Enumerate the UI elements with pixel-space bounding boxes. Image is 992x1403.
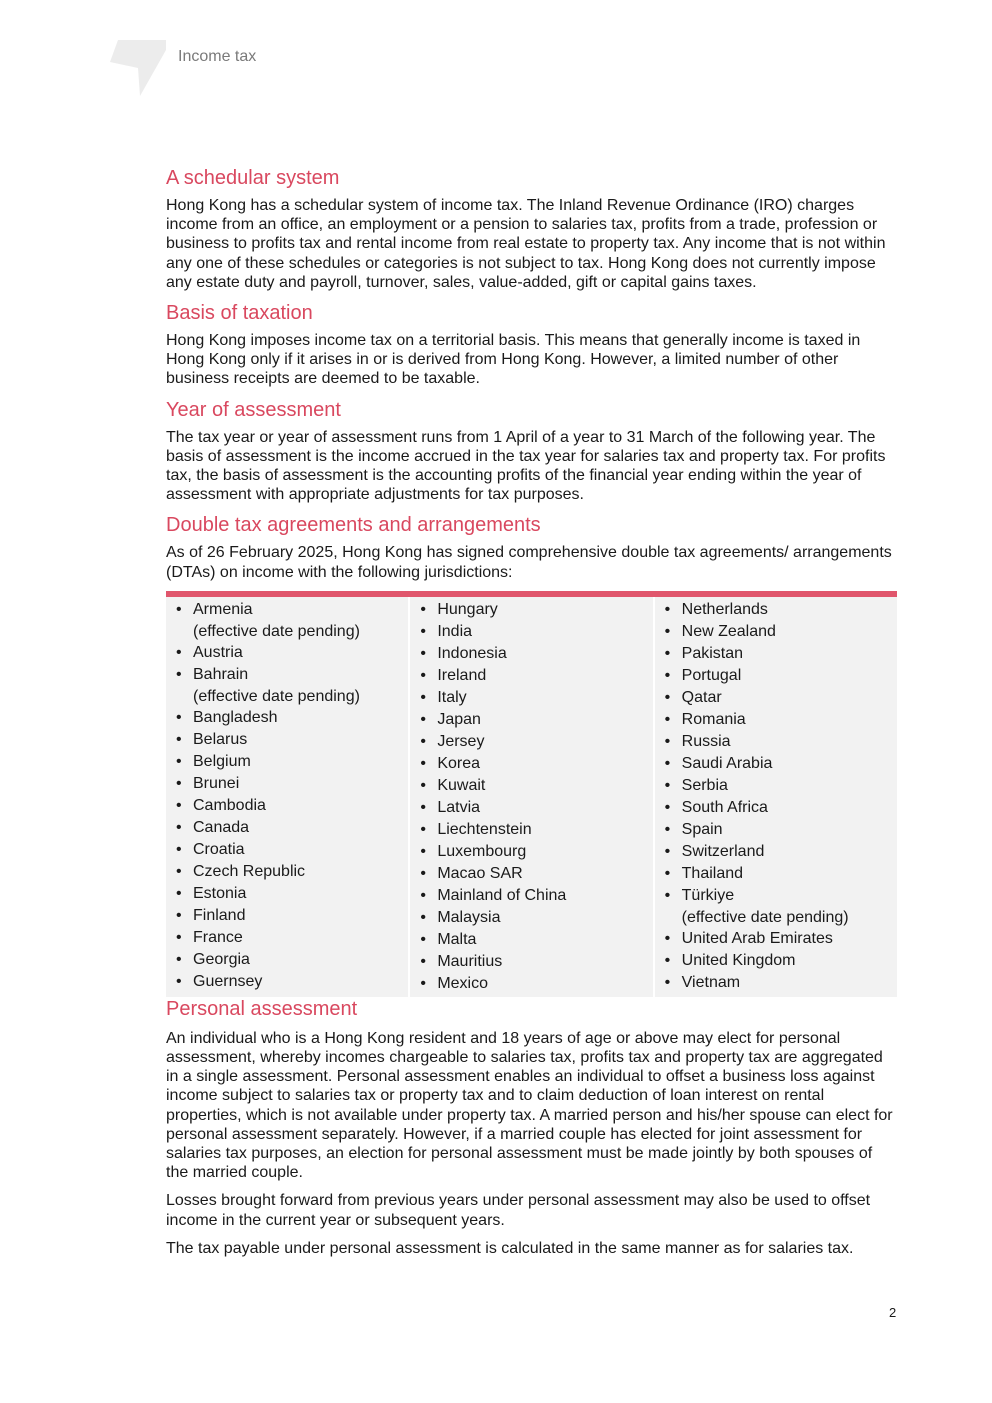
list-item	[416, 599, 652, 621]
list-item	[172, 642, 408, 664]
list-item	[416, 753, 652, 775]
list-item	[172, 707, 408, 729]
list-item	[661, 797, 897, 819]
jurisdiction-name: Belarus	[193, 730, 248, 748]
jurisdiction-name: Austria	[193, 643, 243, 661]
list-item	[416, 951, 652, 973]
jurisdiction-name: Estonia	[193, 884, 247, 902]
jurisdiction-name: Portugal	[681, 666, 742, 684]
list-item	[172, 839, 408, 861]
list-item	[172, 927, 408, 949]
jurisdiction-name: Serbia	[681, 776, 728, 794]
jurisdiction-name: United Kingdom	[681, 951, 796, 969]
jurisdiction-name: France	[193, 928, 243, 946]
section-basis-of-taxation	[166, 301, 897, 389]
list-item	[172, 773, 408, 795]
jurisdiction-name: Spain	[681, 820, 723, 838]
jurisdiction-name: South Africa	[681, 798, 768, 816]
jurisdiction-name: Hungary	[437, 600, 498, 618]
jurisdiction-name: Romania	[681, 710, 746, 728]
jurisdiction-name: New Zealand	[681, 622, 776, 640]
list-item	[661, 950, 897, 972]
list-item	[416, 665, 652, 687]
jurisdiction-note: (effective date pending)	[193, 687, 360, 705]
jurisdiction-name: Mauritius	[437, 952, 503, 970]
list-item	[661, 731, 897, 753]
section-double-tax-agreements	[166, 513, 897, 996]
list-item	[661, 819, 897, 841]
section-paragraph: As of 26 February 2025, Hong Kong has signed comprehensive double tax agreements/ arrangements (DTAs) on income with the following jurisdictions:	[166, 544, 892, 581]
list-item	[172, 861, 408, 883]
section-personal-assessment	[166, 997, 897, 1258]
jurisdiction-name: Kuwait	[437, 776, 486, 794]
jurisdiction-name: Macao SAR	[437, 864, 523, 882]
list-item	[172, 664, 408, 707]
jurisdiction-table	[166, 591, 897, 997]
jurisdiction-name: Mexico	[437, 974, 489, 992]
list-item	[416, 863, 652, 885]
document-body	[166, 166, 897, 1267]
jurisdiction-name: Guernsey	[193, 972, 263, 990]
list-item	[661, 885, 897, 928]
jurisdiction-name: Mainland of China	[437, 886, 567, 904]
jurisdiction-name: Armenia	[193, 600, 253, 618]
list-item	[661, 775, 897, 797]
jurisdiction-name: Netherlands	[681, 600, 768, 618]
section-year-of-assessment	[166, 398, 897, 505]
list-item	[416, 709, 652, 731]
list-item	[661, 665, 897, 687]
brand-logo-icon	[110, 40, 166, 96]
section-paragraph: The tax year or year of assessment runs from 1 April of a year to 31 March of the following year. The basis of assessment is the income accrued in the tax year for salaries tax and property tax. For profits tax, the basis of assessment is the accounting profits of the financial year ending within the year of assessment with appropriate adjustments for tax purposes.	[166, 428, 886, 504]
list-item	[416, 819, 652, 841]
section-heading: Basis of taxation	[166, 302, 313, 325]
jurisdiction-note: (effective date pending)	[193, 622, 360, 640]
section-schedular-system	[166, 166, 897, 292]
jurisdiction-name: Ireland	[437, 666, 487, 684]
list-item	[416, 687, 652, 709]
list-item	[416, 841, 652, 863]
jurisdiction-name: Switzerland	[681, 842, 765, 860]
jurisdiction-name: Qatar	[681, 688, 722, 706]
jurisdiction-name: Korea	[437, 754, 481, 772]
jurisdiction-name: Türkiye	[681, 886, 735, 904]
list-item	[661, 687, 897, 709]
jurisdiction-name: Vietnam	[681, 973, 741, 991]
section-paragraph: Losses brought forward from previous years under personal assessment may also be used to offset income in the current year or subsequent years.	[166, 1192, 871, 1229]
list-item	[416, 929, 652, 951]
list-item	[172, 751, 408, 773]
list-item	[661, 709, 897, 731]
jurisdiction-name: Croatia	[193, 840, 245, 858]
jurisdiction-name: Italy	[437, 688, 467, 706]
jurisdiction-name: Georgia	[193, 950, 250, 968]
list-item	[661, 621, 897, 643]
section-paragraph: Hong Kong has a schedular system of income tax. The Inland Revenue Ordinance (IRO) charges income from an office, an employment or a pension to salaries tax, profits from a trade, profession or business to profits tax and rental income from real estate to property tax. Any income that is not within any one of these schedules or categories is not subject to tax. Hong Kong does not currently impose any estate duty and payroll, turnover, sales, value-added, gift or capital gains taxes.	[166, 197, 886, 291]
list-item	[172, 883, 408, 905]
list-item	[416, 797, 652, 819]
list-item	[661, 643, 897, 665]
list-item	[416, 731, 652, 753]
jurisdiction-name: Saudi Arabia	[681, 754, 773, 772]
jurisdiction-name: United Arab Emirates	[681, 929, 833, 947]
jurisdiction-name: Liechtenstein	[437, 820, 532, 838]
section-heading: Personal assessment	[166, 997, 358, 1020]
jurisdiction-name: Latvia	[437, 798, 481, 816]
list-item	[172, 971, 408, 993]
jurisdiction-name: Brunei	[193, 774, 240, 792]
jurisdiction-name: Malaysia	[437, 908, 501, 926]
list-item	[661, 599, 897, 621]
jurisdiction-column	[166, 597, 410, 997]
list-item	[172, 949, 408, 971]
section-heading: Year of assessment	[166, 398, 341, 421]
jurisdiction-note: (effective date pending)	[681, 908, 849, 926]
list-item	[416, 885, 652, 907]
running-header: Income tax	[178, 48, 257, 65]
jurisdiction-name: Russia	[681, 732, 731, 750]
list-item	[416, 643, 652, 665]
jurisdiction-name: India	[437, 622, 473, 640]
page-number: 2	[889, 1305, 897, 1320]
jurisdiction-name: Malta	[437, 930, 477, 948]
list-item	[416, 621, 652, 643]
section-paragraph: The tax payable under personal assessment is calculated in the same manner as for salaries tax.	[166, 1239, 854, 1257]
list-item	[172, 795, 408, 817]
jurisdiction-column	[655, 597, 897, 997]
list-item	[172, 817, 408, 839]
jurisdiction-name: Bangladesh	[193, 708, 278, 726]
jurisdiction-name: Luxembourg	[437, 842, 527, 860]
jurisdiction-name: Cambodia	[193, 796, 266, 814]
list-item	[661, 753, 897, 775]
section-heading: A schedular system	[166, 167, 340, 189]
list-item	[661, 972, 897, 994]
list-item	[172, 729, 408, 751]
list-item	[416, 907, 652, 929]
jurisdiction-name: Jersey	[437, 732, 485, 750]
jurisdiction-name: Pakistan	[681, 644, 744, 662]
list-item	[416, 775, 652, 797]
jurisdiction-name: Finland	[193, 906, 246, 924]
list-item	[416, 973, 652, 995]
jurisdiction-name: Indonesia	[437, 644, 507, 662]
list-item	[172, 599, 408, 642]
list-item	[661, 841, 897, 863]
section-paragraph: An individual who is a Hong Kong resident and 18 years of age or above may elect for personal assessment, whereby incomes chargeable to salaries tax, profits tax and property tax are aggregated in a single assessment. Personal assessment enables an individual to offset a business loss against income subject to salaries tax or property tax and to claim deduction of loan interest on rental properties, which is not available under property tax. A married person and his/her spouse can elect for personal assessment separately. However, if a married couple has elected for joint assessment for salaries tax purposes, an election for personal assessment must be made jointly by both spouses of the married couple.	[166, 1029, 893, 1182]
jurisdiction-name: Canada	[193, 818, 250, 836]
section-paragraph: Hong Kong imposes income tax on a territorial basis. This means that generally income is taxed in Hong Kong only if it arises in or is derived from Hong Kong. However, a limited number of other business receipts are deemed to be taxable.	[166, 332, 861, 388]
jurisdiction-name: Czech Republic	[193, 862, 306, 880]
list-item	[172, 905, 408, 927]
list-item	[661, 863, 897, 885]
list-item	[661, 928, 897, 950]
jurisdiction-name: Bahrain	[193, 665, 249, 683]
jurisdiction-name: Thailand	[681, 864, 744, 882]
jurisdiction-column	[410, 597, 654, 997]
jurisdiction-name: Japan	[437, 710, 481, 728]
jurisdiction-name: Belgium	[193, 752, 251, 770]
section-heading: Double tax agreements and arrangements	[166, 514, 541, 537]
